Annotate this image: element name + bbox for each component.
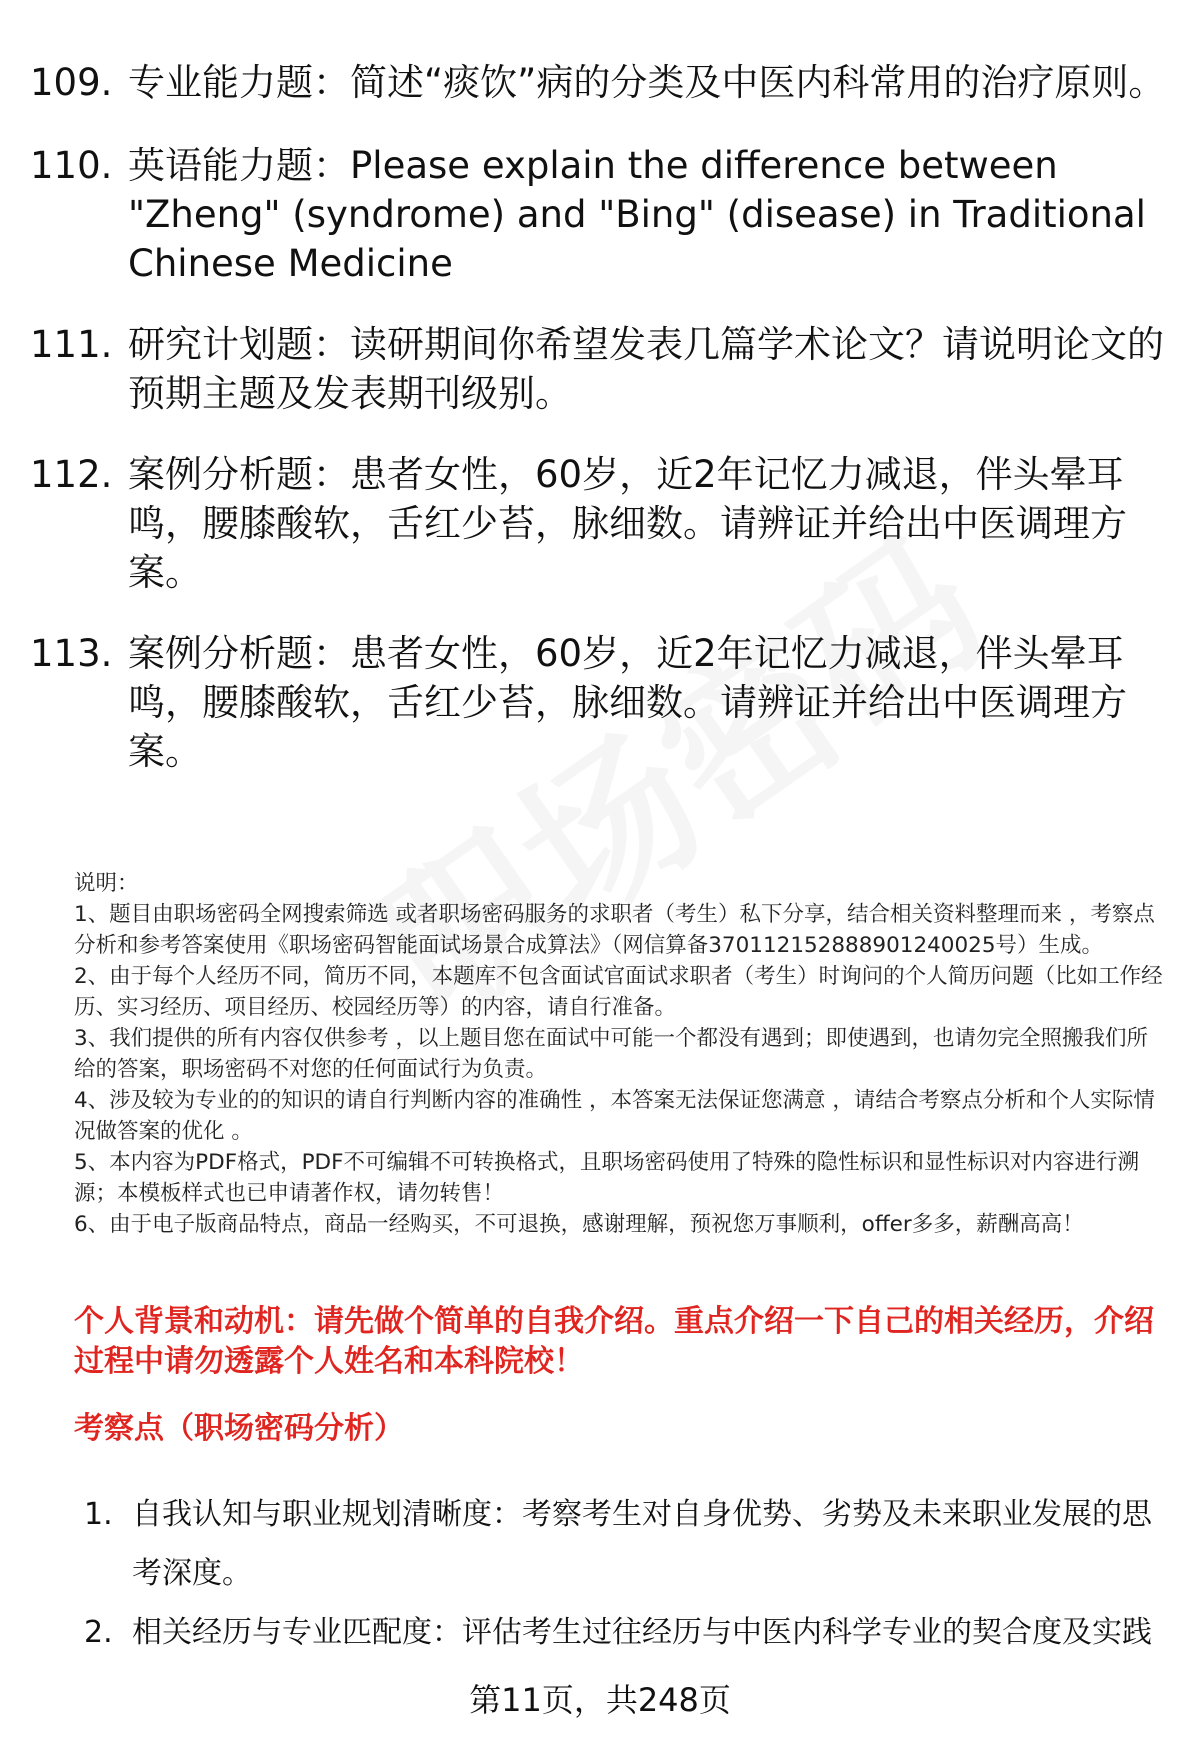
list-item [84,1485,1169,1603]
question-item [30,141,1170,288]
list-item [84,1603,1169,1662]
question-text: 英语能力题：Please explain the difference between "Zheng" (syndrome) and "Bing" (disease) in Traditional Chinese Medicine [128,144,1146,285]
question-number: 113. [30,632,113,675]
question-number: 112. [30,453,113,496]
note-item: 1、题目由职场密码全网搜索筛选 或者职场密码服务的求职者（考生）私下分享，结合相关资料整理而来 ，考察点分析和参考答案使用《职场密码智能面试场景合成算法》（网信算备370112152888901240025号）生成。 [74,902,1155,958]
note-item: 6、由于电子版商品特点，商品一经购买，不可退换，感谢理解，预祝您万事顺利，offer多多，薪酬高高！ [74,1212,1084,1237]
point-number: 2. [84,1615,113,1650]
note-item: 3、我们提供的所有内容仅供参考 ，以上题目您在面试中可能一个都没有遇到；即使遇到，也请勿完全照搬我们所给的答案，职场密码不对您的任何面试行为负责。 [74,1026,1149,1082]
point-text: 相关经历与专业匹配度：评估考生过往经历与中医内科学专业的契合度及实践 [132,1615,1152,1650]
question-text: 研究计划题：读研期间你希望发表几篇学术论文？请说明论文的预期主题及发表期刊级别。 [128,323,1164,415]
question-item [30,320,1170,418]
question-item [30,629,1170,776]
notes-title: 说明： [74,871,139,896]
disclaimer-notes [74,868,1169,1240]
note-item: 4、涉及较为专业的的知识的请自行判断内容的准确性 ，本答案无法保证您满意 ，请结合考察点分析和个人实际情况做答案的优化 。 [74,1088,1155,1144]
question-text: 专业能力题：简述“痰饮”病的分类及中医内科常用的治疗原则。 [128,61,1166,104]
note-item: 5、本内容为PDF格式，PDF不可编辑不可转换格式，且职场密码使用了特殊的隐性标识和显性标识对内容进行溯源；本模板样式也已申请著作权，请勿转售！ [74,1150,1139,1206]
question-number: 111. [30,323,113,366]
question-number: 109. [30,61,113,104]
question-item [30,450,1170,597]
point-number: 1. [84,1497,113,1532]
question-list [30,58,1170,808]
question-item [30,58,1170,107]
assessment-points [84,1485,1169,1662]
section-heading: 个人背景和动机：请先做个简单的自我介绍。重点介绍一下自己的相关经历，介绍过程中请勿透露个人姓名和本科院校！ [74,1304,1154,1379]
note-item: 2、由于每个人经历不同，简历不同，本题库不包含面试官面试求职者（考生）时询问的个人简历问题（比如工作经历、实习经历、项目经历、校园经历等）的内容，请自行准备。 [74,964,1163,1020]
section-subheading: 考察点（职场密码分析） [74,1411,404,1446]
page-number: 第11页，共248页 [469,1681,731,1719]
point-text: 自我认知与职业规划清晰度：考察考生对自身优势、劣势及未来职业发展的思考深度。 [132,1497,1152,1591]
question-text: 案例分析题：患者女性，60岁，近2年记忆力减退，伴头晕耳鸣，腰膝酸软，舌红少苔，脉细数。请辨证并给出中医调理方案。 [128,632,1127,773]
question-text: 案例分析题：患者女性，60岁，近2年记忆力减退，伴头晕耳鸣，腰膝酸软，舌红少苔，脉细数。请辨证并给出中医调理方案。 [128,453,1127,594]
question-number: 110. [30,144,113,187]
